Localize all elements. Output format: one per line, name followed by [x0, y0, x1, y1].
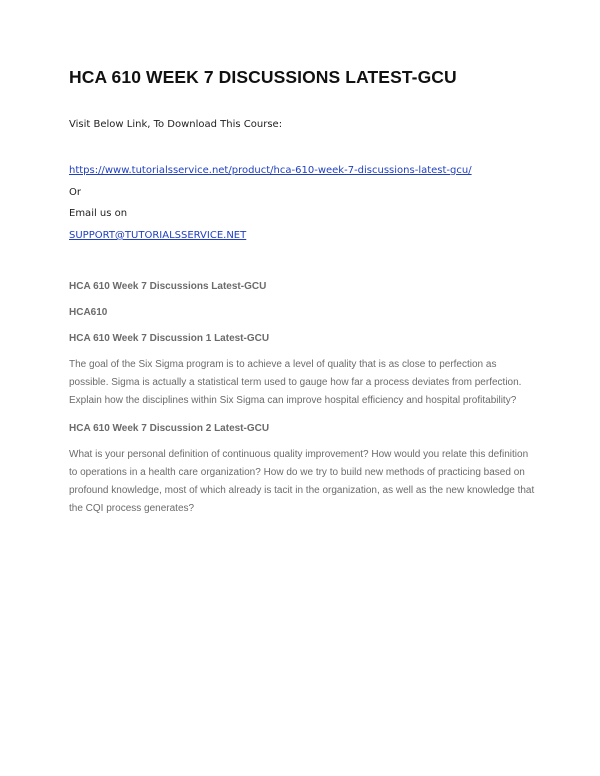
- discussion-2-line: to operations in a health care organization? How do we try to build new methods of practicing based on: [69, 467, 525, 478]
- discussion-2-line: profound knowledge, most of which already is tacit in the organization, as well as the new knowledge that: [69, 485, 535, 496]
- discussion-2-text: [69, 446, 539, 518]
- visit-link-instruction: Visit Below Link, To Download This Course:: [69, 119, 283, 130]
- discussion-1-line: possible. Sigma is actually a statistical term used to gauge how far a process deviates from perfection.: [69, 377, 522, 388]
- discussion-2-heading: HCA 610 Week 7 Discussion 2 Latest-GCU: [69, 423, 270, 434]
- discussion-1-line: Explain how the disciplines within Six Sigma can improve hospital efficiency and hospital profitability?: [69, 395, 517, 406]
- section-heading: HCA 610 Week 7 Discussions Latest-GCU: [69, 281, 267, 292]
- discussion-1-heading: HCA 610 Week 7 Discussion 1 Latest-GCU: [69, 333, 270, 344]
- course-code: HCA610: [69, 307, 108, 318]
- discussion-2-line: What is your personal definition of continuous quality improvement? How would you relate this definition: [69, 449, 529, 460]
- support-email-link[interactable]: SUPPORT@TUTORIALSSERVICE.NET: [69, 230, 247, 241]
- discussion-1-text: [69, 356, 539, 410]
- discussion-1-line: The goal of the Six Sigma program is to achieve a level of quality that is as close to perfection as: [69, 359, 497, 370]
- document-title: HCA 610 WEEK 7 DISCUSSIONS LATEST-GCU: [69, 67, 457, 87]
- course-link[interactable]: https://www.tutorialsservice.net/product/hca-610-week-7-discussions-latest-gcu/: [69, 165, 472, 176]
- or-text: Or: [69, 187, 81, 198]
- email-us-text: Email us on: [69, 208, 128, 219]
- discussion-2-line: the CQI process generates?: [69, 503, 195, 514]
